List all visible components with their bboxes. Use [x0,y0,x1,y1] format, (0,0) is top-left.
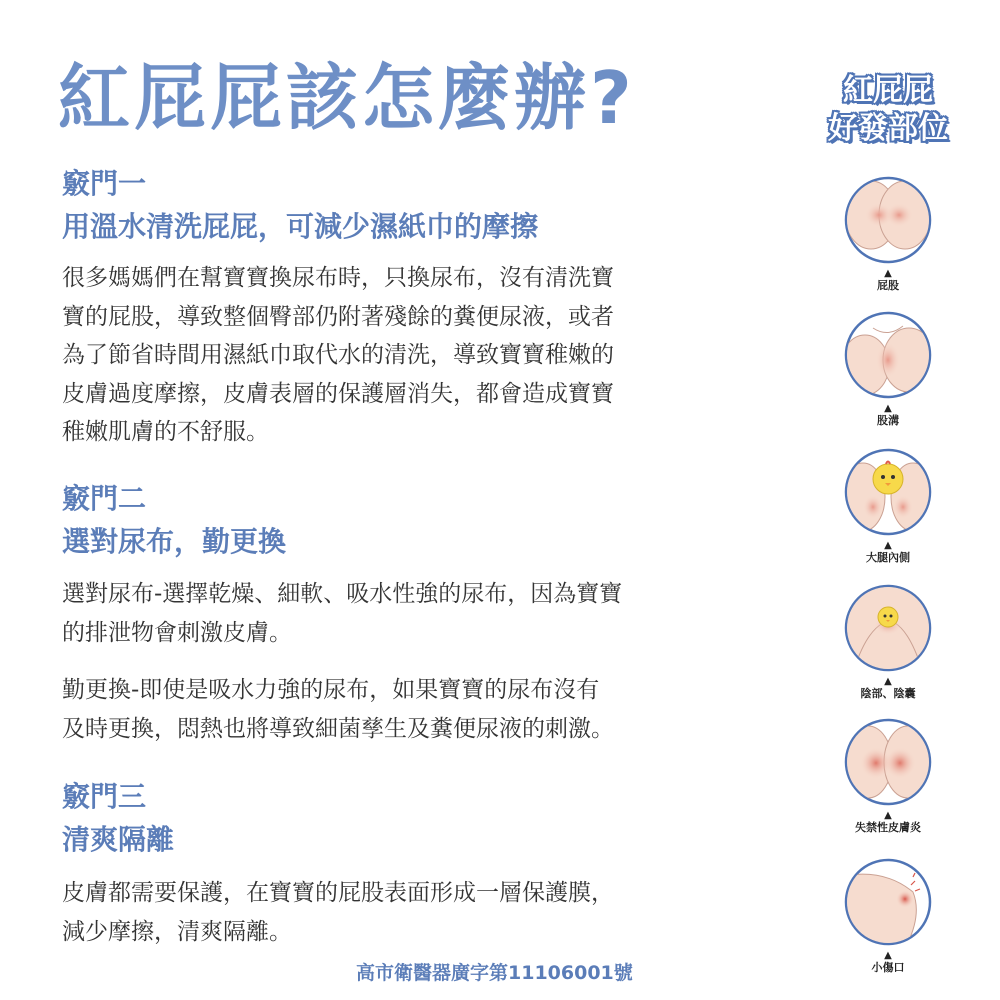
body-part-gluteal-cleft [843,310,933,428]
section-2-paragraph-2 [62,671,662,748]
text-line: 皮膚過度摩擦，皮膚表層的保護層消失，都會造成寶寶 [62,380,614,407]
arrow-up-icon: ▲ [884,540,892,551]
text-line: 很多媽媽們在幫寶寶換尿布時，只換尿布，沒有清洗寶 [62,265,614,291]
buttocks-illustration-icon [843,175,933,265]
body-part-label: 大腿內側 [866,551,910,564]
text-line: 寶的屁股，導致整個臀部仍附著殘餘的糞便尿液，或者 [62,303,614,330]
body-part-buttocks [843,175,933,293]
arrow-up-icon: ▲ [884,950,892,961]
arrow-up-icon: ▲ [884,810,892,821]
small-wound-illustration-icon [843,857,933,947]
page-title: 紅屁屁該怎麼辦? [58,56,636,140]
section-1-subtitle: 用溫水清洗屁屁，可減少濕紙巾的摩擦 [62,210,539,243]
text-line: 皮膚都需要保護，在寶寶的屁股表面形成一層保護膜， [62,880,614,906]
sidebar-title-line-2: 好發部位 [828,111,948,146]
body-part-inner-thigh [843,447,933,565]
incontinence-dermatitis-illustration-icon [843,717,933,807]
body-part-genitals [843,583,933,701]
license-number: 高市衛醫器廣字第11106001號 [356,962,633,984]
text-line: 及時更換，悶熱也將導致細菌孳生及糞便尿液的刺激。 [62,715,614,742]
genitals-illustration-icon [843,583,933,673]
body-part-label: 小傷口 [871,961,905,974]
text-line: 勤更換-即使是吸水力強的尿布，如果寶寶的尿布沒有 [62,677,600,703]
sidebar-title-line-1: 紅屁屁 [843,73,933,108]
section-2-heading: 竅門二 [62,482,147,515]
text-line: 為了節省時間用濕紙巾取代水的清洗，導致寶寶稚嫩的 [62,342,614,368]
section-3-heading: 竅門三 [62,780,147,813]
section-1-heading: 竅門一 [62,167,147,200]
section-3-subtitle: 清爽隔離 [62,823,175,856]
body-part-label: 屁股 [877,279,899,292]
arrow-up-icon: ▲ [884,403,892,414]
sidebar-title [818,72,958,148]
body-part-incontinence-dermatitis [843,717,933,835]
inner-thigh-illustration-icon [843,447,933,537]
text-line: 稚嫩肌膚的不舒服。 [62,419,269,445]
body-part-label: 失禁性皮膚炎 [855,821,921,834]
section-2-subtitle: 選對尿布，勤更換 [62,525,287,558]
body-part-small-wound [843,857,933,975]
text-line: 的排泄物會刺激皮膚。 [62,619,292,646]
section-1-paragraph [62,259,662,452]
text-line: 選對尿布-選擇乾燥、細軟、吸水性強的尿布，因為寶寶 [62,581,623,607]
body-part-label: 股溝 [877,414,899,427]
body-part-label: 陰部、陰囊 [860,687,916,700]
arrow-up-icon: ▲ [884,268,892,279]
section-3-paragraph [62,874,662,951]
arrow-up-icon: ▲ [884,676,892,687]
gluteal-cleft-illustration-icon [843,310,933,400]
section-2-paragraph-1 [62,575,662,652]
text-line: 減少摩擦，清爽隔離。 [62,918,292,945]
